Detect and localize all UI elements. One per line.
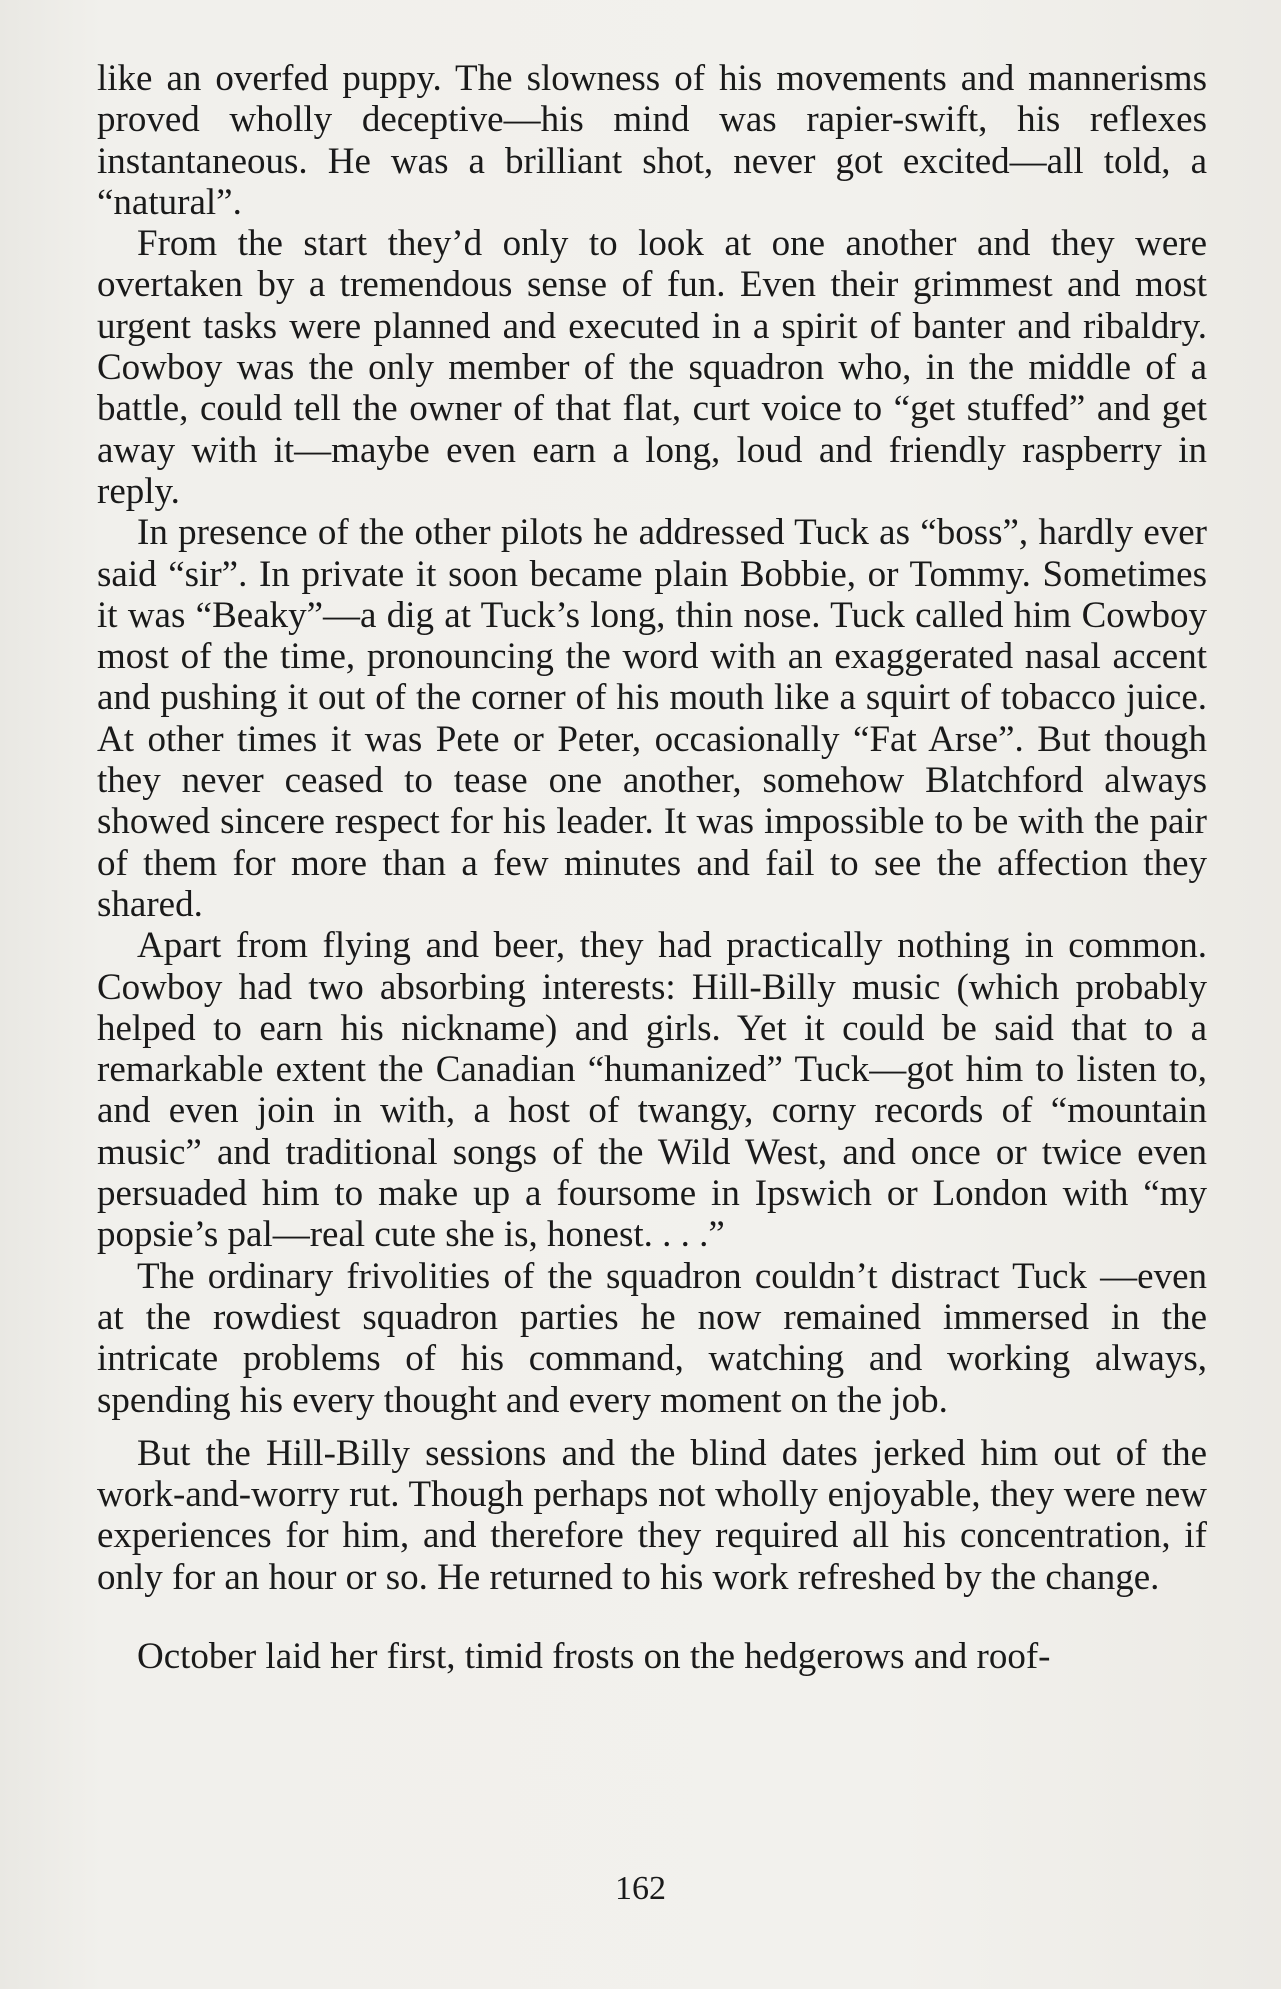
body-text	[97, 58, 1207, 1677]
paragraph-2: From the start they’d only to look at one another and they were overtaken by a tremendous sense of fun. Even their grimmest and most urgent tasks were planned and executed in a spirit of banter and ribaldry. Cowboy was the only member of the squadron who, in the middle of a battle, could tell the owner of that flat, curt voice to “get stuffed” and get away with it—maybe even earn a long, loud and friendly raspberry in reply.	[97, 223, 1207, 512]
paragraph-3: In presence of the other pilots he addressed Tuck as “boss”, hardly ever said “sir”. In private it soon became plain Bobbie, or Tommy. Sometimes it was “Beaky”—a dig at Tuck’s long, thin nose. Tuck called him Cowboy most of the time, pronouncing the word with an exaggerated nasal accent and pushing it out of the corner of his mouth like a squirt of tobacco juice. At other times it was Pete or Peter, occasionally “Fat Arse”. But though they never ceased to tease one another, somehow Blatchford always showed sincere respect for his leader. It was impossible to be with the pair of them for more than a few minutes and fail to see the affection they shared.	[97, 512, 1207, 925]
paragraph-6: But the Hill-Billy sessions and the blind dates jerked him out of the work-and-worry rut. Though perhaps not wholly enjoyable, they were new experiences for him, and therefore they required all his concentration, if only for an hour or so. He returned to his work refreshed by the change.	[97, 1432, 1207, 1598]
paragraph-5: The ordinary frivolities of the squadron couldn’t distract Tuck —even at the rowdiest squadron parties he now remained immersed in the intricate problems of his command, watching and working always, spending his every thought and every moment on the job.	[97, 1255, 1207, 1421]
paragraph-4: Apart from flying and beer, they had practically nothing in common. Cowboy had two absorbing interests: Hill-Billy music (which probably helped to earn his nickname) and girls. Yet it could be said that to a remarkable extent the Canadian “humanized” Tuck—got him to listen to, and even join in with, a host of twangy, corny records of “mountain music” and traditional songs of the Wild West, and once or twice even persuaded him to make up a foursome in Ipswich or London with “my popsie’s pal—real cute she is, honest. . . .”	[97, 925, 1207, 1256]
paragraph-1: like an overfed puppy. The slowness of his movements and mannerisms proved wholly deceptive—his mind was rapier-swift, his reflexes instantaneous. He was a brilliant shot, never got excited—all told, a “natural”.	[97, 58, 1207, 223]
paragraph-7: October laid her first, timid frosts on the hedgerows and roof-	[137, 1635, 1051, 1677]
page-number: 162	[615, 1870, 666, 1907]
